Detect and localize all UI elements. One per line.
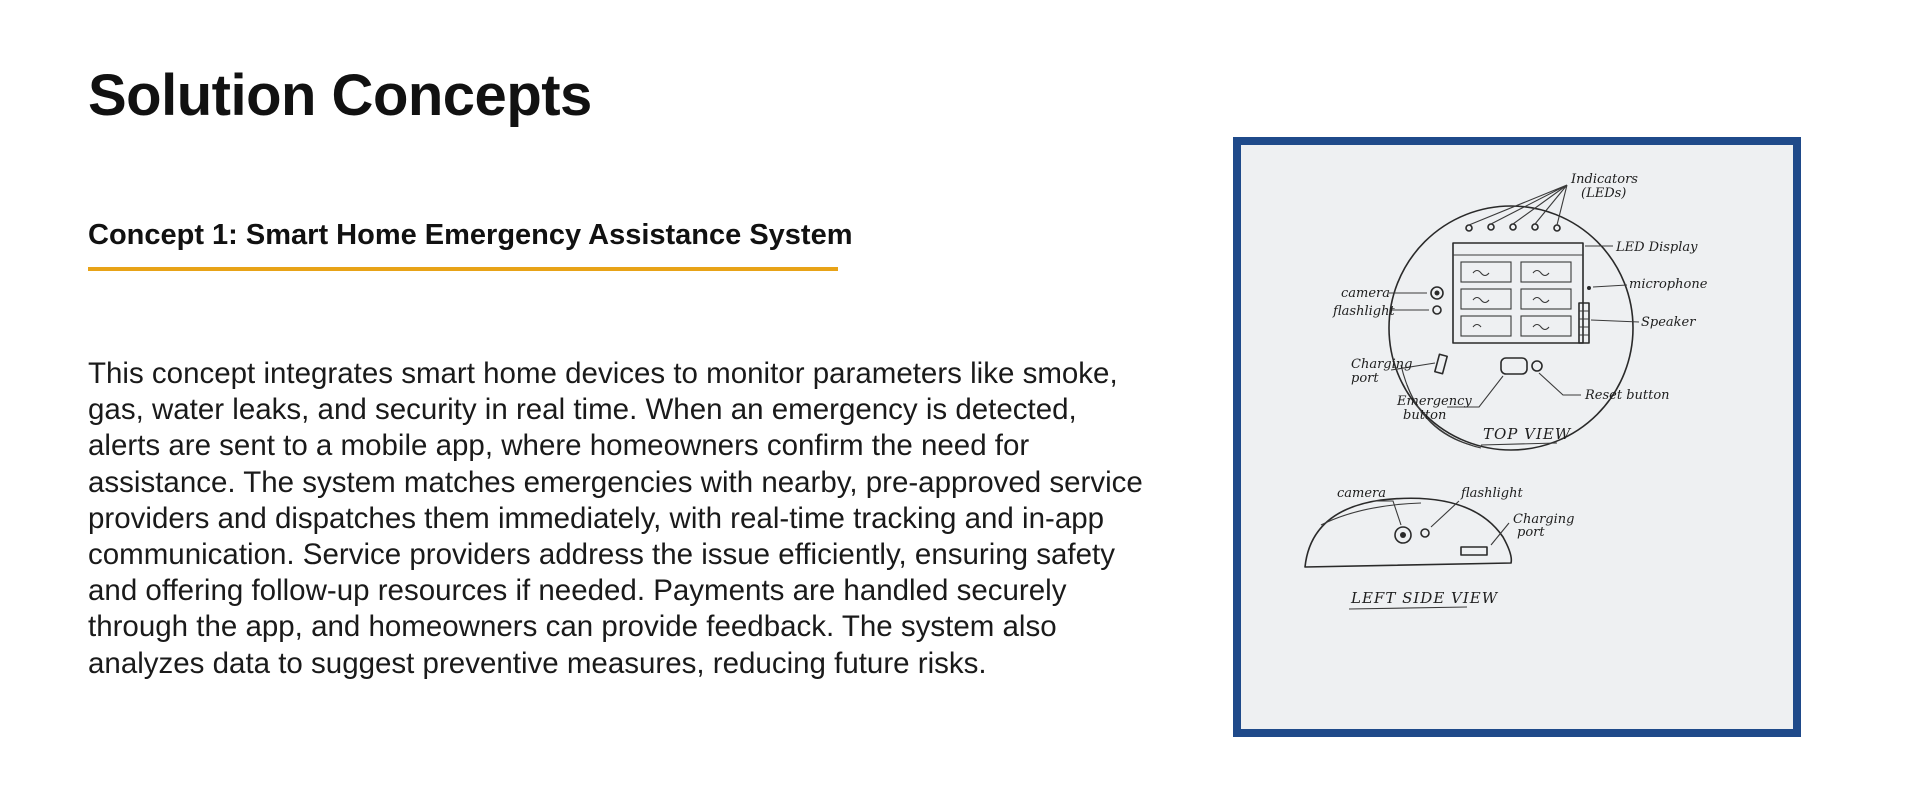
speaker-lines bbox=[1579, 311, 1589, 335]
flashlight-lens bbox=[1433, 306, 1441, 314]
led-display-outline bbox=[1453, 243, 1583, 343]
page-title: Solution Concepts bbox=[88, 63, 592, 128]
charging-port bbox=[1435, 354, 1447, 373]
label-side-charging: Charging bbox=[1513, 512, 1575, 527]
emergency-button bbox=[1501, 358, 1527, 374]
concept-description: This concept integrates smart home devices to monitor parameters like smoke, gas, water leaks, and security in real time. When an emergency is detected, alerts are sent to a mobile app, where homeowners confirm the need for assistance. The system matches emergencies with nearby, pre-approved service providers and dispatches them immediately, with real-time tracking and in-app communication. Service providers address the issue efficiently, ensuring safety and offering follow-up resources if needed. Payments are handled securely through the app, and homeowners can provide feedback. The system also analyzes data to suggest preventive measures, reducing future risks. bbox=[88, 357, 1143, 680]
side-camera-dot bbox=[1400, 532, 1406, 538]
label-microphone: microphone bbox=[1629, 277, 1708, 292]
label-led-display: LED Display bbox=[1616, 240, 1698, 255]
label-port: port bbox=[1351, 371, 1379, 386]
arrow-speaker bbox=[1591, 320, 1639, 322]
arrow-microphone bbox=[1593, 285, 1627, 287]
reset-button bbox=[1532, 361, 1542, 371]
label-speaker: Speaker bbox=[1641, 315, 1696, 330]
arrow-side-flashlight bbox=[1431, 501, 1459, 527]
speaker-grille bbox=[1579, 303, 1589, 343]
arrow-reset-button bbox=[1539, 373, 1581, 395]
heading-underline bbox=[88, 267, 838, 271]
label-flashlight: flashlight bbox=[1333, 304, 1395, 319]
label-reset-button: Reset button bbox=[1585, 388, 1670, 403]
side-shading bbox=[1321, 503, 1421, 525]
display-tiles bbox=[1461, 262, 1571, 336]
side-view-outline bbox=[1305, 498, 1511, 567]
caption-top-view: TOP VIEW bbox=[1483, 425, 1572, 443]
label-side-flashlight: flashlight bbox=[1461, 486, 1523, 501]
microphone-hole bbox=[1587, 286, 1591, 290]
label-charging: Charging bbox=[1351, 357, 1413, 372]
label-emergency: Emergency bbox=[1397, 394, 1472, 409]
device-sketch bbox=[1233, 137, 1801, 737]
label-indicators: Indicators bbox=[1571, 172, 1638, 187]
label-button: button bbox=[1403, 408, 1447, 423]
indicator-leds bbox=[1466, 185, 1567, 231]
label-side-camera: camera bbox=[1337, 486, 1387, 501]
side-charging-port bbox=[1461, 547, 1487, 555]
concept-heading: Concept 1: Smart Home Emergency Assistance System bbox=[88, 219, 853, 251]
label-camera: camera bbox=[1341, 286, 1391, 301]
device-sketch-drawing bbox=[1241, 145, 1793, 729]
camera-dot bbox=[1435, 291, 1440, 296]
label-side-port: port bbox=[1517, 525, 1545, 540]
caption-left-side-view: LEFT SIDE VIEW bbox=[1351, 589, 1499, 607]
caption-left-side-view-underline bbox=[1349, 607, 1467, 609]
label-indicators-sub: (LEDs) bbox=[1581, 186, 1627, 201]
side-flashlight-lens bbox=[1421, 529, 1429, 537]
